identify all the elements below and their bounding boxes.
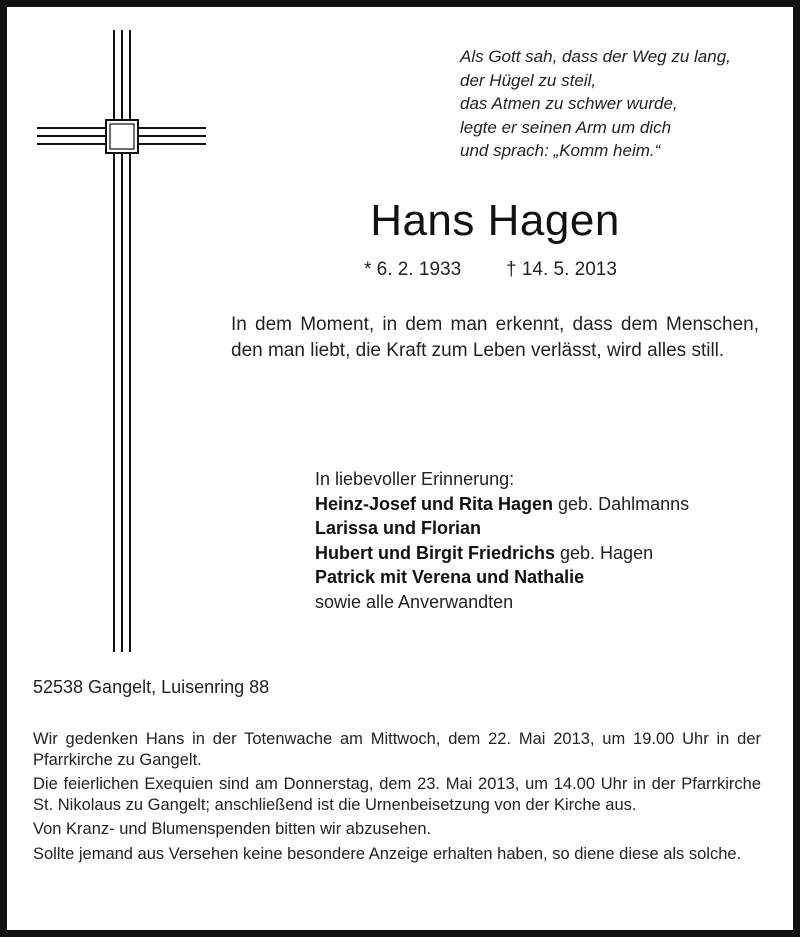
poem-line: Als Gott sah, dass der Weg zu lang, bbox=[460, 47, 731, 66]
note-paragraph: Wir gedenken Hans in der Totenwache am Mittwoch, dem 22. Mai 2013, um 19.00 Uhr in der Pfarrkirche zu Gangelt. bbox=[33, 730, 761, 769]
note-paragraph: Von Kranz- und Blumenspenden bitten wir abzusehen. bbox=[33, 820, 432, 838]
note-paragraph: Sollte jemand aus Versehen keine besondere Anzeige erhalten haben, so diene diese als solche. bbox=[33, 844, 742, 863]
mourners-closing: sowie alle Anverwandten bbox=[315, 591, 514, 612]
mourner-entry bbox=[315, 541, 689, 566]
mourner-names: Larissa und Florian bbox=[315, 518, 482, 539]
mourners-list bbox=[315, 467, 689, 615]
mourner-names: Heinz-Josef und Rita Hagen bbox=[315, 493, 554, 514]
mourner-suffix: geb. Dahlmanns bbox=[553, 493, 690, 514]
poem-line: legte er seinen Arm um dich bbox=[460, 117, 672, 137]
death-date: † 14. 5. 2013 bbox=[506, 259, 617, 280]
mourners-intro: In liebevoller Erinnerung: bbox=[315, 469, 515, 489]
deceased-name: Hans Hagen bbox=[370, 196, 620, 245]
memorial-quote: In dem Moment, in dem man erkennt, dass dem Menschen, den man liebt, die Kraft zum Leben verlässt, wird alles still. bbox=[231, 314, 759, 361]
mourner-suffix: geb. Hagen bbox=[555, 542, 654, 563]
mourner-names: Patrick mit Verena und Nathalie bbox=[315, 567, 585, 588]
service-notes bbox=[33, 729, 761, 868]
note-paragraph: Die feierlichen Exequien sind am Donnerstag, dem 23. Mai 2013, um 14.00 Uhr in der Pfarrkirche St. Nikolaus zu Gangelt; anschließend ist die Urnenbeisetzung von der Kirche aus. bbox=[33, 775, 761, 814]
mourner-entry bbox=[315, 516, 689, 541]
poem-line: und sprach: „Komm heim.“ bbox=[460, 141, 661, 160]
mourner-entry bbox=[315, 492, 689, 517]
mourner-names: Hubert und Birgit Friedrichs bbox=[315, 542, 556, 563]
family-address: 52538 Gangelt, Luisenring 88 bbox=[33, 677, 270, 697]
poem-line: das Atmen zu schwer wurde, bbox=[460, 94, 678, 113]
poem-line: der Hügel zu steil, bbox=[460, 70, 597, 90]
poem bbox=[460, 45, 731, 163]
mourner-entry bbox=[315, 565, 689, 590]
birth-date: * 6. 2. 1933 bbox=[364, 259, 462, 280]
